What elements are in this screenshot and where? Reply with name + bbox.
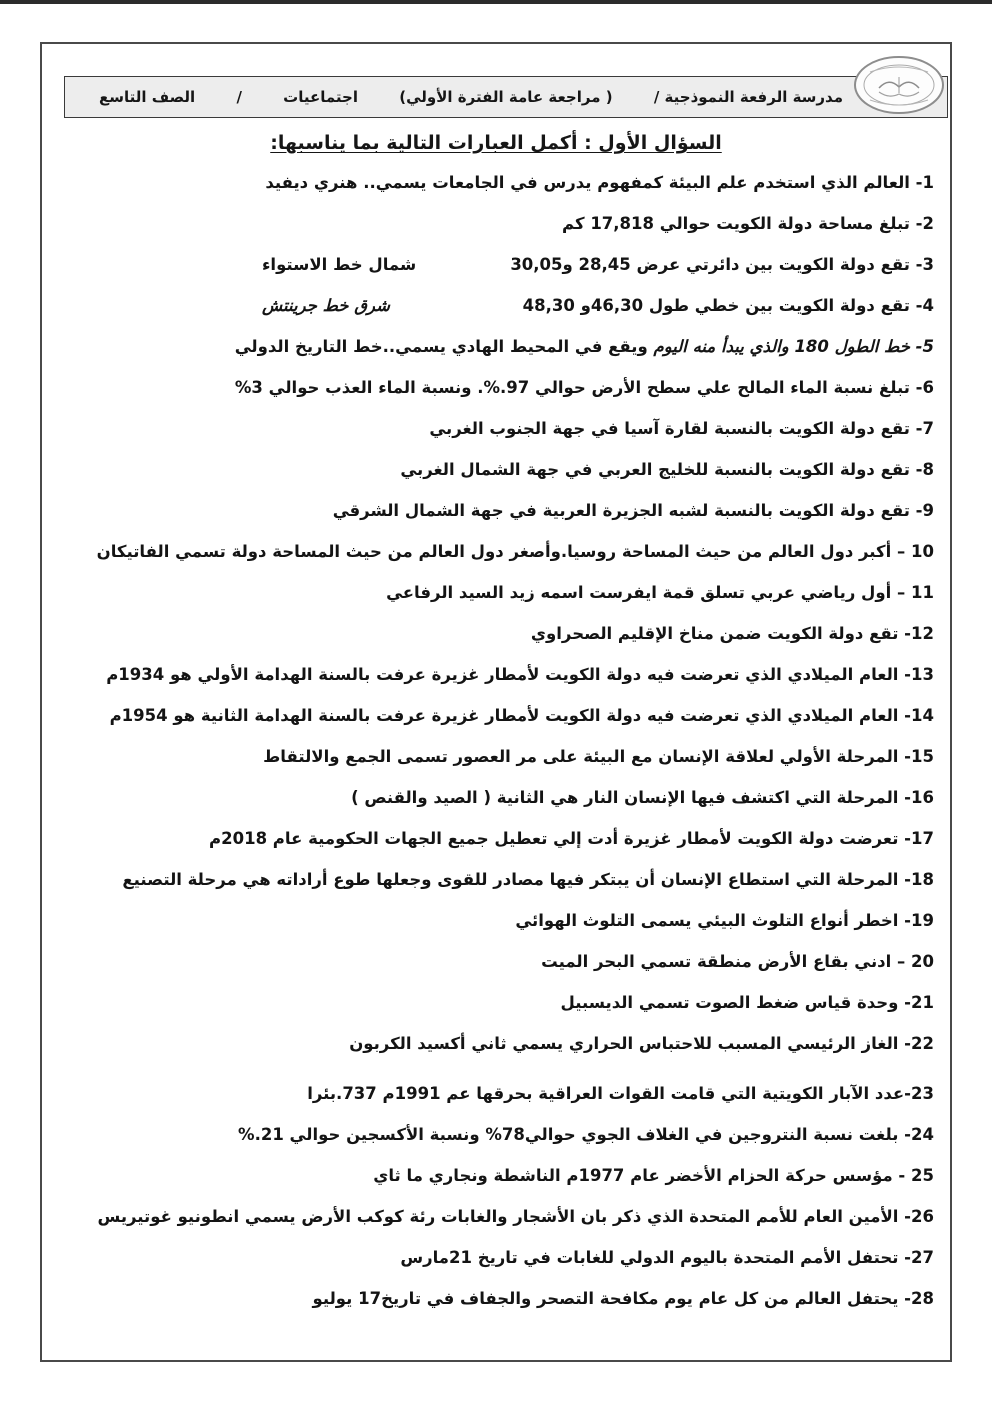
list-item	[62, 1114, 934, 1155]
list-item	[62, 244, 934, 285]
item-text: 25 - مؤسس حركة الحزام الأخضر عام 1977م الناشطة ونجاري ما ثاي	[373, 1166, 934, 1185]
item-text: 21- وحدة قياس ضغط الصوت تسمي الديسبيل	[560, 993, 934, 1012]
list-item	[62, 613, 934, 654]
list-item	[62, 285, 934, 326]
list-item	[62, 1155, 934, 1196]
item-text: 22- الغاز الرئيسي المسبب للاحتباس الحراري يسمي ثاني أكسيد الكربون	[349, 1034, 934, 1053]
item-text: 9- تقع دولة الكويت بالنسبة لشبه الجزيرة العربية في جهة الشمال الشرقي	[332, 501, 934, 520]
item-text: 12- تقع دولة الكويت ضمن مناخ الإقليم الصحراوي	[530, 624, 934, 643]
header-bar	[64, 76, 948, 118]
list-item	[62, 326, 934, 367]
list-item	[62, 900, 934, 941]
school-name: مدرسة الرفعة النموذجية /	[653, 88, 843, 106]
item-note: شمال خط الاستواء	[262, 255, 417, 274]
list-item	[62, 818, 934, 859]
item-text: 16- المرحلة التي اكتشف فيها الإنسان النار هي الثانية ( الصيد والقنص )	[351, 788, 934, 807]
subject-label: اجتماعيات	[283, 88, 359, 106]
list-item	[62, 531, 934, 572]
list-item	[62, 941, 934, 982]
list-item	[62, 367, 934, 408]
list-item	[62, 1196, 934, 1237]
question-title	[42, 132, 950, 154]
list-item	[62, 1237, 934, 1278]
list-item	[62, 1023, 934, 1064]
item-text: 4- تقع دولة الكويت بين خطي طول 46,30و 48,30	[522, 296, 934, 315]
item-text: 20 – ادني بقاع الأرض منطقة تسمي البحر الميت	[541, 952, 934, 971]
item-note: شرق خط جرينتش	[262, 296, 390, 315]
item-text: 27- تحتفل الأمم المتحدة باليوم الدولي للغابات في تاريخ 21مارس	[400, 1248, 934, 1267]
list-item	[62, 1278, 934, 1319]
list-item	[62, 490, 934, 531]
list-item	[62, 859, 934, 900]
item-text: 19- اخطر أنواع التلوث البيئي يسمى التلوث الهوائي	[515, 911, 934, 930]
item-text: 8- تقع دولة الكويت بالنسبة للخليج العربي في جهة الشمال الغربي	[400, 460, 934, 479]
item-text: 2- تبلغ مساحة دولة الكويت حوالي 17,818 كم	[562, 214, 934, 233]
item-text: 24- بلغت نسبة النتروجين في الغلاف الجوي حوالي78% ونسبة الأكسجين حوالي 21.%	[238, 1125, 934, 1144]
item-text-italic: 5- خط الطول 180 والذي يبدأ منه اليوم	[653, 337, 934, 356]
list-item	[62, 449, 934, 490]
list-item	[62, 695, 934, 736]
list-item	[62, 654, 934, 695]
item-text-rest: ويقع في المحيط الهادي يسمي..خط التاريخ الدولي	[234, 337, 648, 356]
list-item	[62, 982, 934, 1023]
item-text: 17- تعرضت دولة الكويت لأمطار غزيرة أدت إلي تعطيل جميع الجهات الحكومية عام 2018م	[209, 829, 934, 848]
list-item	[62, 777, 934, 818]
list-item	[62, 408, 934, 449]
page-border-frame	[40, 42, 952, 1362]
item-text: 3- تقع دولة الكويت بين دائرتي عرض 28,45 و30,05	[510, 255, 934, 274]
item-text: 23-عدد الآبار الكويتية التي قامت القوات العراقية بحرقها عم 1991م 737.بئرا	[307, 1084, 934, 1103]
list-item	[62, 203, 934, 244]
item-text: 7- تقع دولة الكويت بالنسبة لقارة آسيا في جهة الجنوب الغربي	[429, 419, 934, 438]
item-text: 11 – أول رياضي عربي تسلق قمة ايفرست اسمه زيد السيد الرفاعي	[386, 583, 934, 602]
item-text: 26- الأمين العام للأمم المتحدة الذي ذكر بان الأشجار والغابات رئة كوكب الأرض يسمي انطونيو غوتيريس	[97, 1207, 934, 1226]
item-text	[235, 337, 934, 356]
list-item	[62, 572, 934, 613]
item-text: 10 – أكبر دول العالم من حيث المساحة روسيا.وأصغر دول العالم من حيث المساحة دولة تسمي الفاتيكان	[96, 542, 934, 561]
question-title-text: السؤال الأول : أكمل العبارات التالية بما يناسبها:	[270, 132, 722, 154]
header-separator: /	[236, 88, 242, 106]
item-text: 28- يحتفل العالم من كل عام يوم مكافحة التصحر والجفاف في تاريخ17 يوليو	[312, 1289, 934, 1308]
item-text: 1- العالم الذي استخدم علم البيئة كمفهوم يدرس في الجامعات يسمي.. هنري ديفيد	[265, 173, 934, 192]
exam-title: ( مراجعة عامة الفترة الأولي)	[399, 88, 613, 106]
item-text: 18- المرحلة التي استطاع الإنسان أن يبتكر فيها مصادر للقوى وجعلها طوع أراداته هي مرحلة التصنيع	[122, 870, 934, 889]
list-item	[62, 1073, 934, 1114]
item-text: 15- المرحلة الأولي لعلاقة الإنسان مع البيئة على مر العصور تسمى الجمع والالتقاط	[263, 747, 934, 766]
scan-top-edge	[0, 0, 992, 4]
item-text: 6- تبلغ نسبة الماء المالح علي سطح الأرض حوالي 97.%. ونسبة الماء العذب حوالي 3%	[234, 378, 934, 397]
grade-label: الصف التاسع	[99, 88, 196, 106]
item-text: 13- العام الميلادي الذي تعرضت فيه دولة الكويت لأمطار غزيرة عرفت بالسنة الهدامة الأولي هو 1934م	[106, 665, 934, 684]
list-item	[62, 162, 934, 203]
list-item	[62, 736, 934, 777]
item-text: 14- العام الميلادي الذي تعرضت فيه دولة الكويت لأمطار غزيرة عرفت بالسنة الهدامة الثانية هو 1954م	[109, 706, 934, 725]
question-list	[62, 162, 934, 1319]
school-logo-icon	[852, 54, 946, 116]
